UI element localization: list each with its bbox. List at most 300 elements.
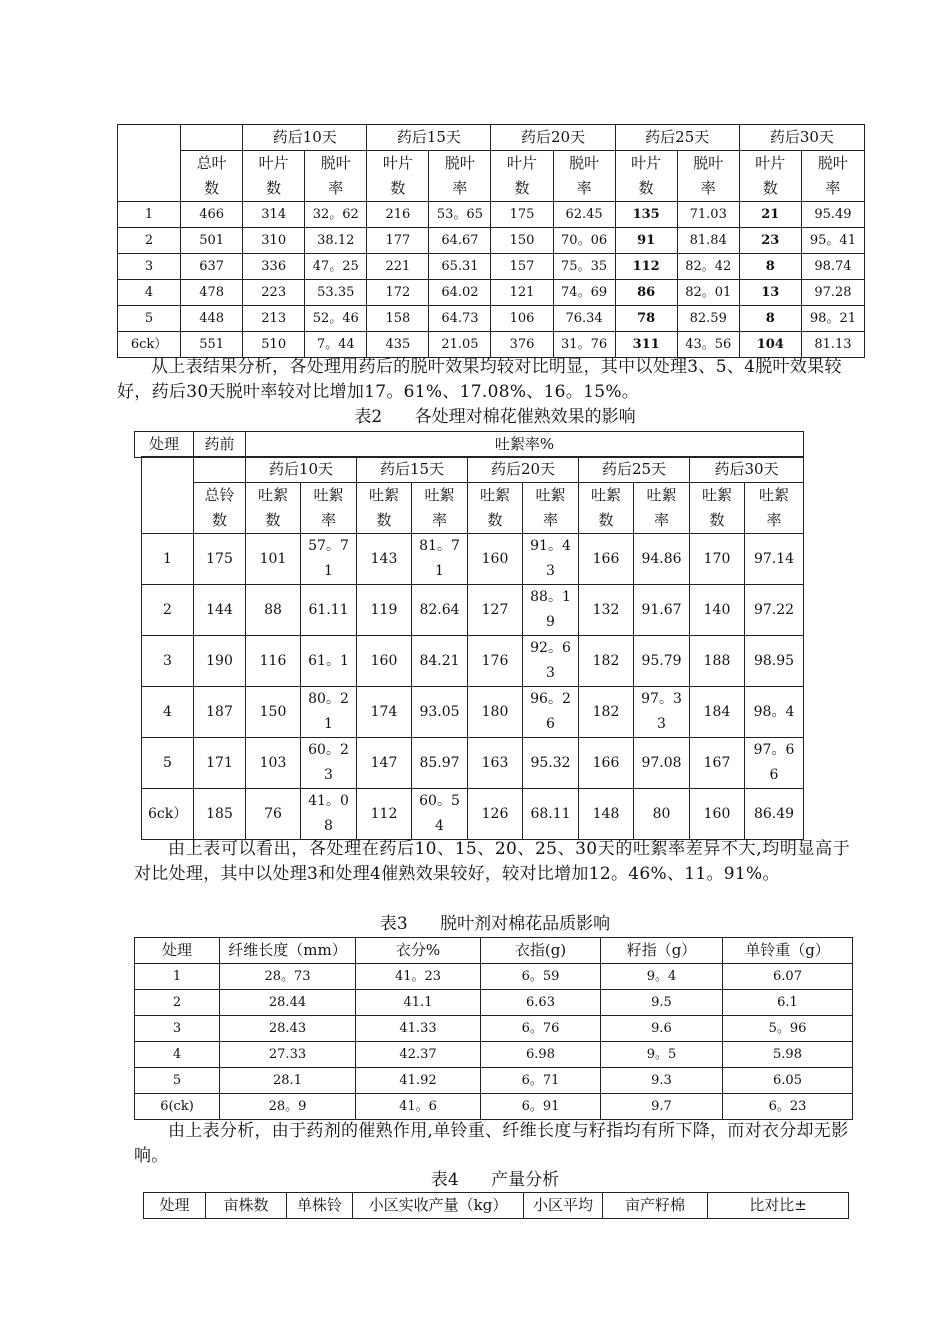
table2-cell — [246, 585, 301, 636]
table3-cell: 41.33 — [356, 1016, 481, 1042]
table2-cell — [690, 738, 745, 789]
table2-cell-value: 81。71 — [419, 538, 460, 579]
table2-cell — [357, 687, 412, 738]
table2-cell-value: 160 — [703, 805, 731, 822]
table2-cell — [468, 636, 523, 687]
table1-cell: 551 — [181, 332, 243, 358]
table1-sub-header — [615, 151, 677, 202]
table2-cell-value: 97。66 — [753, 742, 795, 783]
table1-cell: 13 — [739, 280, 801, 306]
table2-cell — [579, 636, 634, 687]
table1-cell: 62.45 — [553, 202, 615, 228]
table2-cell — [468, 687, 523, 738]
table2-sub-header-label: 吐絮率 — [646, 486, 677, 529]
table2-cell — [246, 789, 301, 840]
table2-cell — [357, 636, 412, 687]
table2-cell-value: 180 — [481, 703, 509, 720]
table3-cell: 9。4 — [601, 964, 723, 990]
table2-cell — [301, 534, 357, 585]
table2-cell-value: 176 — [481, 652, 509, 669]
boll-opening-table-body — [141, 456, 804, 840]
table2-cell-value: 188 — [703, 652, 731, 669]
table1-sub-header — [243, 151, 305, 202]
table1-cell: 86 — [615, 280, 677, 306]
table2-cell-value: 3 — [163, 652, 172, 669]
table1-sub-header-label: 总叶数 — [196, 154, 227, 197]
table2-cell-value: 91.67 — [641, 601, 682, 618]
table3-treatment-cell: 2 — [135, 990, 220, 1016]
table1-sub-header — [429, 151, 491, 202]
table1-cell: 158 — [367, 306, 429, 332]
table2-cell-value: 182 — [592, 703, 620, 720]
table1-cell: 7。44 — [305, 332, 367, 358]
table2-cell — [194, 738, 246, 789]
table1-cell: 336 — [243, 254, 305, 280]
table2-cell-value: 82.64 — [419, 601, 460, 618]
quality-table — [134, 937, 853, 1120]
table1-treatment-cell: 4 — [118, 280, 181, 306]
table4-header: 亩株数 — [206, 1193, 287, 1219]
table2-before-header: 药前 — [194, 432, 246, 458]
table2-cell-value: 147 — [370, 754, 398, 771]
table2-cell-value: 101 — [259, 550, 287, 567]
table2-cell-value: 86.49 — [753, 805, 795, 822]
table1-cell: 106 — [491, 306, 553, 332]
table2-cell-value: 143 — [370, 550, 398, 567]
table1-sub-header-label: 脱叶率 — [444, 154, 475, 197]
table2-cell — [745, 585, 804, 636]
table3-treatment-cell: 6(ck) — [135, 1094, 220, 1120]
table2-sub-header — [745, 483, 804, 534]
table2-cell-value: 88。19 — [530, 589, 571, 630]
table2-cell-value: 182 — [592, 652, 620, 669]
table1-cell: 175 — [491, 202, 553, 228]
table2-cell-value: 84.21 — [419, 652, 460, 669]
table2-cell — [690, 687, 745, 738]
table2-cell-value: 148 — [592, 805, 620, 822]
table2-cell-value: 6ck） — [148, 805, 188, 822]
table2-cell — [412, 636, 468, 687]
table2-cell — [690, 585, 745, 636]
table2-sub-header — [579, 483, 634, 534]
table1-sub-header-label: 脱叶率 — [320, 154, 351, 197]
table2-sub-header — [690, 483, 745, 534]
table2-period-header: 药后10天 — [246, 457, 357, 483]
table1-cell: 177 — [367, 228, 429, 254]
table4-caption: 表4 产量分析 — [430, 1170, 560, 1190]
table1-cell: 466 — [181, 202, 243, 228]
table2-corner-cell — [142, 457, 194, 534]
table2-cell — [301, 789, 357, 840]
table1-cell: 52。46 — [305, 306, 367, 332]
table1-cell: 65.31 — [429, 254, 491, 280]
table2-blank-cell — [194, 457, 246, 483]
table1-cell: 510 — [243, 332, 305, 358]
table1-cell: 70。06 — [553, 228, 615, 254]
table3-cell: 5.98 — [723, 1042, 853, 1068]
table1-treatment-cell: 2 — [118, 228, 181, 254]
table2-cell-value: 5 — [163, 754, 172, 771]
table2-row — [142, 636, 804, 687]
table2-cell — [194, 789, 246, 840]
table3-cell: 42.37 — [356, 1042, 481, 1068]
table1-cell: 53.35 — [305, 280, 367, 306]
table1-cell: 47。25 — [305, 254, 367, 280]
table3-cell: 41.92 — [356, 1068, 481, 1094]
table1-corner-cell — [118, 125, 181, 202]
table2-cell-value: 184 — [703, 703, 731, 720]
table1-sub-header-label: 脱叶率 — [569, 154, 600, 197]
table2-sub-header-label: 吐絮数 — [257, 486, 288, 529]
table3-cell: 9.7 — [601, 1094, 723, 1120]
table1-cell: 213 — [243, 306, 305, 332]
table2-cell — [745, 636, 804, 687]
table1-cell: 64.67 — [429, 228, 491, 254]
table2-cell — [301, 585, 357, 636]
table1-cell: 435 — [367, 332, 429, 358]
table1-treatment-cell: 6ck） — [118, 332, 181, 358]
table1-cell: 53。65 — [429, 202, 491, 228]
table3-cell: 28.44 — [220, 990, 356, 1016]
table2-treatment-header: 处理 — [135, 432, 194, 458]
table2-cell-value: 127 — [481, 601, 509, 618]
table2-cell-value: 98.95 — [753, 652, 795, 669]
table3-cell: 6。71 — [481, 1068, 601, 1094]
table2-sub-header-label: 吐絮数 — [368, 486, 399, 529]
table2-cell-value: 119 — [370, 601, 398, 618]
table2-sub-header — [194, 483, 246, 534]
table1-period-header: 药后20天 — [491, 125, 615, 151]
table1-cell: 223 — [243, 280, 305, 306]
analysis-paragraph-1: 从上表结果分析，各处理用药后的脱叶效果均较对比明显，其中以处理3、5、4脱叶效果较好，药后30天脱叶率较对比增加17。61%、17.08%、16。15%。 — [117, 357, 842, 402]
table2-cell — [579, 585, 634, 636]
table2-sub-header-label: 吐絮数 — [590, 486, 621, 529]
table2-cell — [690, 534, 745, 585]
table1-cell: 64.02 — [429, 280, 491, 306]
table3-cell: 28。9 — [220, 1094, 356, 1120]
table3-row — [135, 1016, 853, 1042]
table1-row — [118, 254, 865, 280]
table2-cell — [194, 636, 246, 687]
table1-cell: 98.74 — [801, 254, 864, 280]
table2-cell — [634, 789, 690, 840]
table3-header: 衣指(g) — [481, 938, 601, 964]
table1-sub-header-label: 叶片数 — [631, 154, 662, 197]
table3-cell: 9。5 — [601, 1042, 723, 1068]
table2-cell-value: 174 — [370, 703, 398, 720]
table1-cell: 157 — [491, 254, 553, 280]
table1-sub-header — [801, 151, 864, 202]
table1-cell: 95.49 — [801, 202, 864, 228]
table2-rate-header: 吐絮率% — [246, 432, 804, 458]
table3-header: 纤维长度（mm） — [220, 938, 356, 964]
table3-header: 籽指（g） — [601, 938, 723, 964]
table2-sub-header-label: 吐絮数 — [701, 486, 732, 529]
table2-cell — [412, 687, 468, 738]
table3-cell: 6.05 — [723, 1068, 853, 1094]
table3-row — [135, 1042, 853, 1068]
table2-cell — [579, 534, 634, 585]
table1-cell: 310 — [243, 228, 305, 254]
table3-row — [135, 964, 853, 990]
table2-row — [142, 585, 804, 636]
table2-cell — [579, 789, 634, 840]
table3-cell: 27.33 — [220, 1042, 356, 1068]
table2-treatment-cell — [142, 636, 194, 687]
table1-treatment-cell: 5 — [118, 306, 181, 332]
table1-sub-header — [181, 151, 243, 202]
table2-cell — [745, 687, 804, 738]
table2-treatment-cell — [142, 585, 194, 636]
table2-cell-value: 80。21 — [308, 691, 349, 732]
table2-cell-value: 144 — [206, 601, 233, 618]
table3-cell: 9.5 — [601, 990, 723, 1016]
table1-cell: 637 — [181, 254, 243, 280]
table1-row — [118, 280, 865, 306]
table2-cell-value: 190 — [206, 652, 233, 669]
table2-cell-value: 76 — [264, 805, 282, 822]
table2-cell-value: 60。23 — [308, 742, 349, 783]
table1-period-header: 药后30天 — [739, 125, 864, 151]
table1-blank-cell — [181, 125, 243, 151]
table2-cell-value: 98。4 — [753, 703, 795, 720]
table3-treatment-cell: 4 — [135, 1042, 220, 1068]
table2-cell-value: 93.05 — [419, 703, 460, 720]
table3-cell: 41。6 — [356, 1094, 481, 1120]
table2-cell-value: 103 — [259, 754, 287, 771]
table2-cell-value: 91。43 — [530, 538, 571, 579]
analysis-paragraph-2: 由上表可以看出，各处理在药后10、15、20、25、30天的吐絮率差异不大,均明显高于对比处理，其中以处理3和处理4催熟效果较好，较对比增加12。46%、11。91%。 — [134, 839, 850, 884]
table2-cell — [634, 636, 690, 687]
table1-sub-header-label: 叶片数 — [382, 154, 413, 197]
table2-cell-value: 95.32 — [530, 754, 571, 771]
table2-cell — [246, 687, 301, 738]
table3-row — [135, 1094, 853, 1120]
table1-row — [118, 306, 865, 332]
table2-cell-value: 132 — [592, 601, 620, 618]
table1-sub-header — [305, 151, 367, 202]
table3-cell: 6。91 — [481, 1094, 601, 1120]
table1-sub-header-label: 叶片数 — [258, 154, 289, 197]
table3-row — [135, 1068, 853, 1094]
table3-cell: 6.1 — [723, 990, 853, 1016]
table1-cell: 74。69 — [553, 280, 615, 306]
table1-cell: 81.13 — [801, 332, 864, 358]
table1-cell: 43。56 — [677, 332, 739, 358]
table3-cell: 41.1 — [356, 990, 481, 1016]
table2-cell-value: 96。26 — [530, 691, 571, 732]
table3-cell: 6。59 — [481, 964, 601, 990]
table2-cell-value: 41。08 — [308, 793, 349, 834]
table1-cell: 8 — [739, 254, 801, 280]
table2-cell-value: 160 — [481, 550, 509, 567]
table4-header: 小区实收产量（kg） — [353, 1193, 524, 1219]
table1-cell: 501 — [181, 228, 243, 254]
table1-sub-header — [677, 151, 739, 202]
yield-table — [143, 1192, 849, 1219]
table2-cell — [745, 789, 804, 840]
table2-cell-value: 60。54 — [419, 793, 460, 834]
table1-cell: 21 — [739, 202, 801, 228]
table1-cell: 376 — [491, 332, 553, 358]
table2-cell — [194, 585, 246, 636]
table2-cell-value: 92。63 — [530, 640, 571, 681]
table2-row — [142, 789, 804, 840]
table2-cell — [357, 585, 412, 636]
table2-cell-value: 61.11 — [308, 601, 349, 618]
table3-caption: 表3 脱叶剂对棉花品质影响 — [379, 914, 611, 934]
table2-cell — [579, 687, 634, 738]
table1-cell: 64.73 — [429, 306, 491, 332]
table2-cell-value: 150 — [259, 703, 287, 720]
table2-cell — [523, 534, 579, 585]
table2-cell-value: 4 — [163, 703, 172, 720]
table2-cell — [194, 534, 246, 585]
table1-cell: 135 — [615, 202, 677, 228]
table2-cell-value: 85.97 — [419, 754, 460, 771]
table2-period-header: 药后30天 — [690, 457, 804, 483]
table1-cell: 95。41 — [801, 228, 864, 254]
analysis-paragraph-3: 由上表分析，由于药剂的催熟作用,单铃重、纤维长度与籽指均有所下降，而对衣分却无影响。 — [134, 1121, 849, 1166]
table2-sub-header — [468, 483, 523, 534]
table1-cell: 78 — [615, 306, 677, 332]
table1-row — [118, 202, 865, 228]
table1-period-header: 药后15天 — [367, 125, 491, 151]
table2-cell-value: 160 — [370, 652, 398, 669]
table2-cell — [412, 789, 468, 840]
table3-cell: 6。76 — [481, 1016, 601, 1042]
table2-cell-value: 97.08 — [641, 754, 682, 771]
table1-cell: 81.84 — [677, 228, 739, 254]
table2-sub-header — [523, 483, 579, 534]
table4-header: 处理 — [144, 1193, 206, 1219]
table3-cell: 6.63 — [481, 990, 601, 1016]
table2-cell — [246, 738, 301, 789]
table2-caption: 表2 各处理对棉花催熟效果的影响 — [354, 407, 636, 427]
table1-treatment-cell: 3 — [118, 254, 181, 280]
table1-period-header: 药后10天 — [243, 125, 367, 151]
table2-cell — [523, 738, 579, 789]
table2-cell — [523, 636, 579, 687]
table2-cell — [412, 585, 468, 636]
table2-cell — [690, 636, 745, 687]
table2-cell-value: 95.79 — [641, 652, 682, 669]
table3-header: 衣分% — [356, 938, 481, 964]
table2-cell-value: 166 — [592, 754, 620, 771]
table3-header: 处理 — [135, 938, 220, 964]
table2-cell-value: 166 — [592, 550, 620, 567]
table1-row — [118, 228, 865, 254]
table2-cell-value: 68.11 — [530, 805, 571, 822]
table1-cell: 38.12 — [305, 228, 367, 254]
table2-sub-header-label: 吐絮率 — [758, 486, 789, 529]
table2-row — [142, 687, 804, 738]
table2-cell-value: 116 — [259, 652, 287, 669]
table2-sub-header — [412, 483, 468, 534]
table2-cell-value: 97.14 — [753, 550, 795, 567]
table2-cell — [745, 534, 804, 585]
table2-cell — [246, 636, 301, 687]
table4-header: 比对比± — [708, 1193, 849, 1219]
table3-treatment-cell: 5 — [135, 1068, 220, 1094]
table1-cell: 32。62 — [305, 202, 367, 228]
table2-cell-value: 187 — [206, 703, 233, 720]
table3-cell: 9.6 — [601, 1016, 723, 1042]
table1-cell: 121 — [491, 280, 553, 306]
table3-cell: 9.3 — [601, 1068, 723, 1094]
table2-cell — [246, 534, 301, 585]
table2-cell-value: 97.22 — [753, 601, 795, 618]
table2-sub-header-label: 吐絮数 — [479, 486, 510, 529]
table2-sub-header-label: 吐絮率 — [424, 486, 455, 529]
table1-cell: 31。76 — [553, 332, 615, 358]
table2-cell — [468, 789, 523, 840]
table2-cell — [634, 585, 690, 636]
table2-cell-value: 2 — [163, 601, 172, 618]
table1-row — [118, 332, 865, 358]
boll-opening-table — [134, 431, 804, 458]
table1-cell: 448 — [181, 306, 243, 332]
table2-cell — [412, 738, 468, 789]
table2-cell-value: 88 — [264, 601, 282, 618]
table1-cell: 23 — [739, 228, 801, 254]
table3-treatment-cell: 3 — [135, 1016, 220, 1042]
table4-header: 小区平均 — [524, 1193, 603, 1219]
table2-cell-value: 126 — [481, 805, 509, 822]
table1-sub-header-label: 叶片数 — [506, 154, 537, 197]
table1-sub-header — [553, 151, 615, 202]
table2-cell-value: 94.86 — [641, 550, 682, 567]
table3-row — [135, 990, 853, 1016]
table2-cell-value: 163 — [481, 754, 509, 771]
table2-cell-value: 61。1 — [308, 652, 349, 669]
table3-cell: 28.1 — [220, 1068, 356, 1094]
table2-cell — [745, 738, 804, 789]
table1-cell: 8 — [739, 306, 801, 332]
table2-cell-value: 80 — [652, 805, 671, 822]
defoliation-table — [117, 124, 865, 358]
table3-cell: 6。23 — [723, 1094, 853, 1120]
table1-cell: 314 — [243, 202, 305, 228]
table1-cell: 75。35 — [553, 254, 615, 280]
table1-sub-header-label: 脱叶率 — [693, 154, 724, 197]
table2-cell — [523, 789, 579, 840]
table2-cell — [523, 585, 579, 636]
table3-cell: 41。23 — [356, 964, 481, 990]
table2-treatment-cell — [142, 534, 194, 585]
table1-cell: 82。01 — [677, 280, 739, 306]
table2-cell — [634, 738, 690, 789]
table1-cell: 97.28 — [801, 280, 864, 306]
table3-treatment-cell: 1 — [135, 964, 220, 990]
table1-cell: 221 — [367, 254, 429, 280]
table1-cell: 172 — [367, 280, 429, 306]
table3-cell: 28。73 — [220, 964, 356, 990]
table1-cell: 311 — [615, 332, 677, 358]
table2-cell-value: 171 — [206, 754, 233, 771]
table2-treatment-cell — [142, 687, 194, 738]
table2-period-header: 药后15天 — [357, 457, 468, 483]
table2-cell-value: 140 — [703, 601, 731, 618]
table1-treatment-cell: 1 — [118, 202, 181, 228]
table3-header: 单铃重（g） — [723, 938, 853, 964]
table2-treatment-cell — [142, 738, 194, 789]
table2-cell — [468, 738, 523, 789]
table2-cell-value: 167 — [703, 754, 731, 771]
table2-sub-header-label: 吐絮率 — [535, 486, 566, 529]
table2-cell — [412, 534, 468, 585]
table1-cell: 98。21 — [801, 306, 864, 332]
